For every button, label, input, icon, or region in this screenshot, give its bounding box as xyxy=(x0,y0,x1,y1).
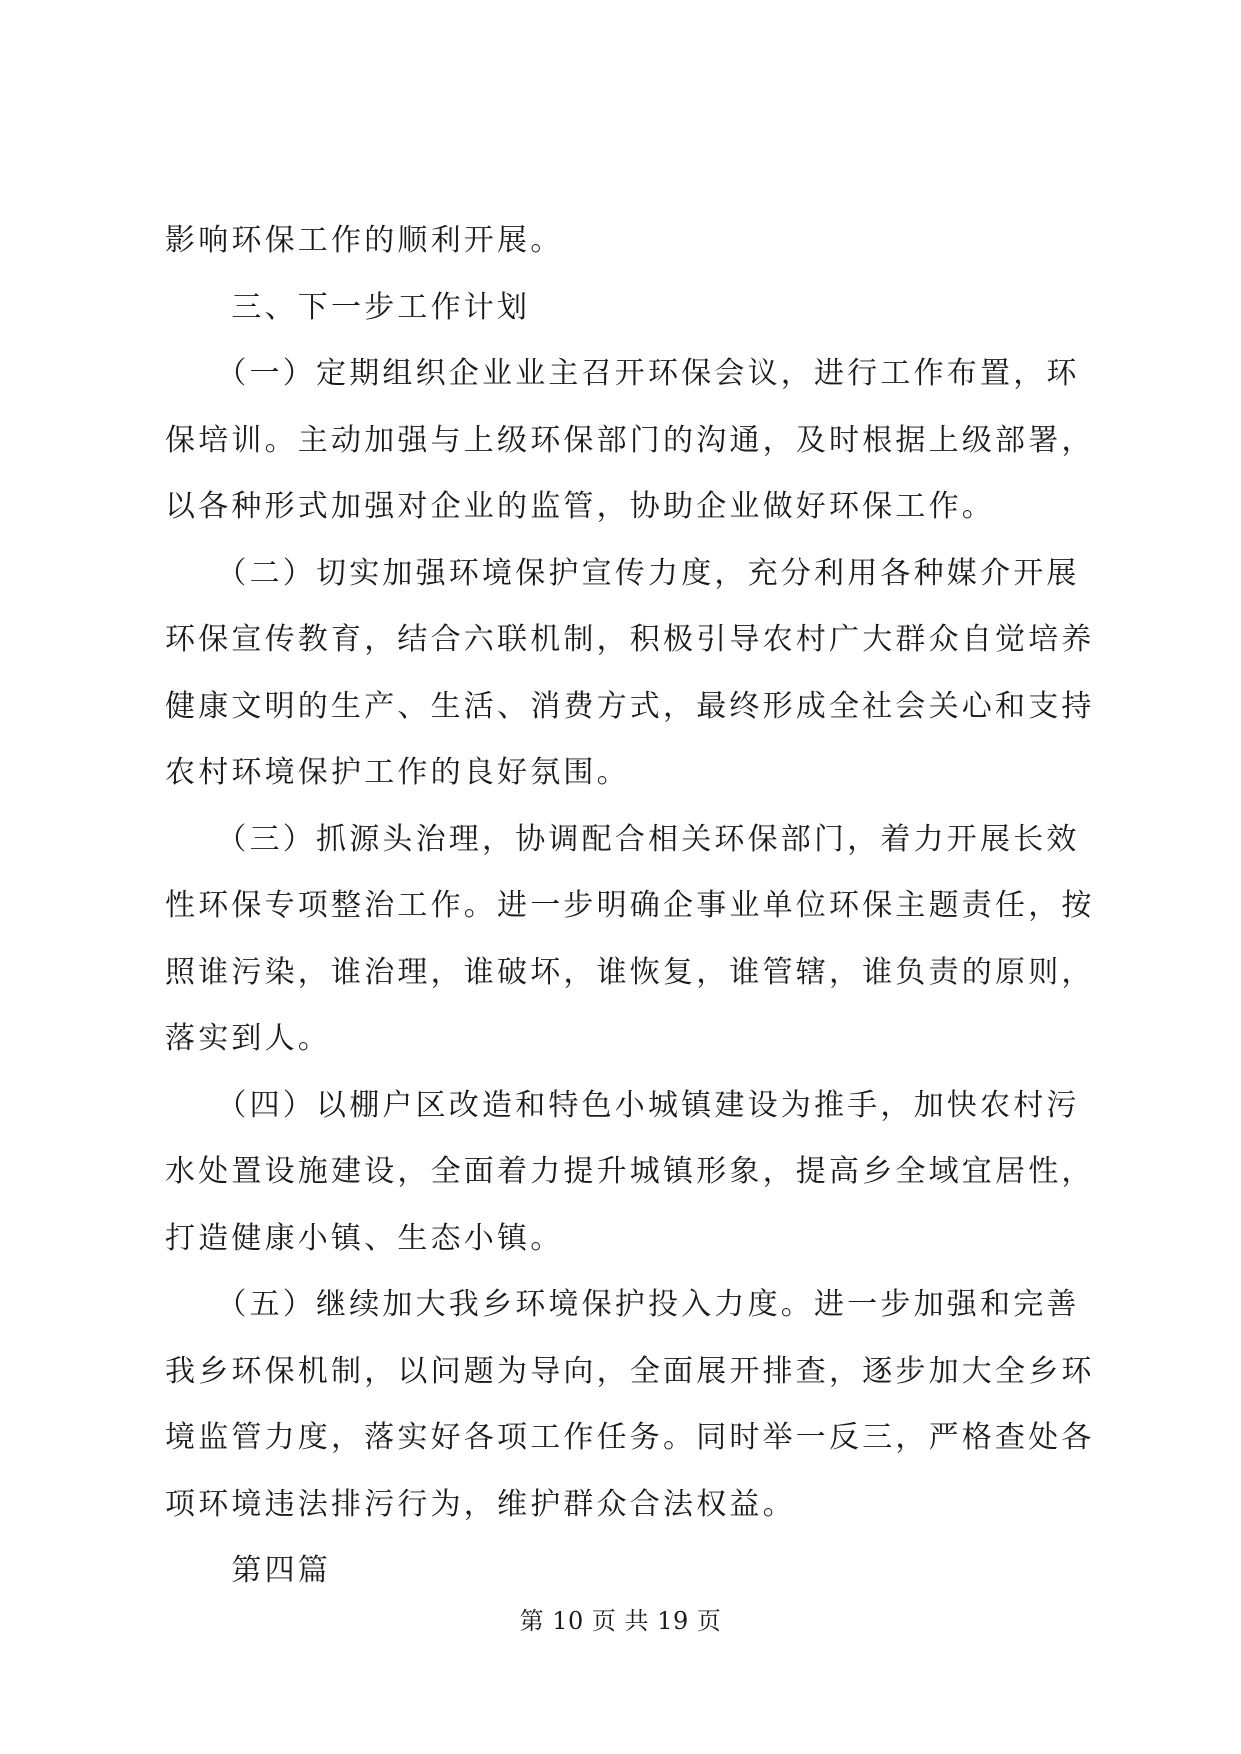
text-line: （二）切实加强环境保护宣传力度，充分利用各种媒介开展 xyxy=(165,555,1080,591)
text-line: （三）抓源头治理，协调配合相关环保部门，着力开展长效 xyxy=(165,821,1080,857)
p-section-three-heading xyxy=(165,275,1080,342)
p-item-1 xyxy=(165,341,1095,541)
p-item-5 xyxy=(165,1272,1095,1538)
text-line: （一）定期组织企业业主召开环保会议，进行工作布置，环 xyxy=(165,356,1080,391)
text-line: 我乡环保机制，以问题为导向，全面展开排查，逐步加大全乡环 xyxy=(165,1353,1095,1389)
page-footer: 第 10 页 共 19 页 xyxy=(519,1607,722,1635)
text-line: 三、下一步工作计划 xyxy=(165,289,531,325)
text-line: 照谁污染，谁治理，谁破坏，谁恢复，谁管辖，谁负责的原则， xyxy=(165,954,1095,990)
p-item-2 xyxy=(165,541,1095,807)
text-line: 农村环境保护工作的良好氛围。 xyxy=(165,755,630,790)
text-line: （五）继续加大我乡环境保护投入力度。进一步加强和完善 xyxy=(165,1287,1080,1322)
text-line: 保培训。主动加强与上级环保部门的沟通，及时根据上级部署， xyxy=(165,422,1095,458)
text-line: 以各种形式加强对企业的监管，协助企业做好环保工作。 xyxy=(165,489,995,524)
text-line: 打造健康小镇、生态小镇。 xyxy=(165,1220,564,1256)
text-line: 健康文明的生产、生活、消费方式，最终形成全社会关心和支持 xyxy=(165,688,1095,724)
text-line: 落实到人。 xyxy=(165,1021,331,1056)
text-line: 影响环保工作的顺利开展。 xyxy=(165,223,564,258)
text-line: 第四篇 xyxy=(165,1553,331,1588)
p-item-3 xyxy=(165,807,1095,1073)
p-chapter-four xyxy=(165,1538,1080,1605)
document-body xyxy=(165,208,1095,1605)
p-continuation xyxy=(165,208,1080,275)
p-item-4 xyxy=(165,1073,1095,1273)
text-line: 环保宣传教育，结合六联机制，积极引导农村广大群众自觉培养 xyxy=(165,622,1095,657)
text-line: 项环境违法排污行为，维护群众合法权益。 xyxy=(165,1486,796,1522)
text-line: （四）以棚户区改造和特色小城镇建设为推手，加快农村污 xyxy=(165,1087,1080,1123)
text-line: 性环保专项整治工作。进一步明确企事业单位环保主题责任，按 xyxy=(165,888,1095,923)
text-line: 境监管力度，落实好各项工作任务。同时举一反三，严格查处各 xyxy=(165,1420,1095,1455)
text-line: 水处置设施建设，全面着力提升城镇形象，提高乡全域宜居性， xyxy=(165,1154,1095,1189)
